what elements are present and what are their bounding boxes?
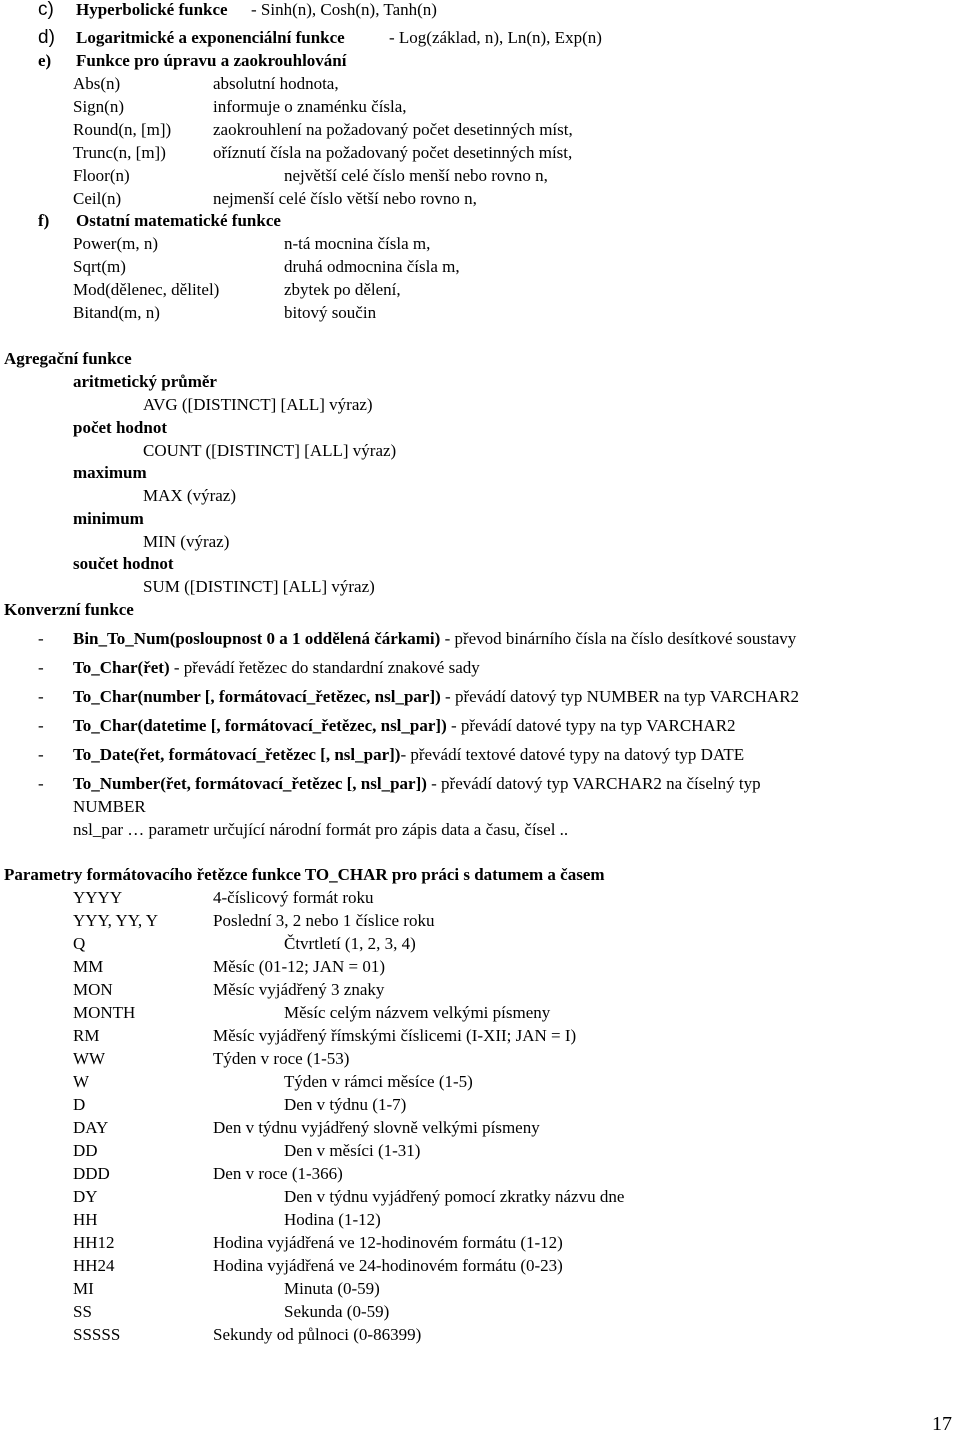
conversion-item [73, 687, 799, 707]
bullet-dash: - [38, 774, 44, 793]
aggregate-syntax: COUNT ([DISTINCT] [ALL] výraz) [143, 440, 397, 460]
conversion-description: - převádí řetězec do standardní znakové sady [169, 658, 480, 677]
function-name: Sign(n) [73, 97, 124, 116]
format-desc: Den v týdnu vyjádřený pomocí zkratky názvu dne [284, 1187, 625, 1206]
format-desc: Minuta (0-59) [284, 1279, 380, 1298]
format-desc: Měsíc (01-12; JAN = 01) [213, 957, 386, 976]
function-name: Ceil(n) [73, 189, 122, 208]
function-name: Abs(n) [73, 74, 121, 93]
format-code: W [73, 1072, 90, 1091]
format-desc: Sekundy od půlnoci (0-86399) [213, 1325, 422, 1344]
format-code: MI [73, 1279, 94, 1298]
function-desc: zbytek po dělení, [284, 280, 401, 299]
format-desc: Den v týdnu vyjádřený slovně velkými písmeny [213, 1118, 540, 1137]
bullet-dash: - [38, 687, 44, 706]
section-c-title: Hyperbolické funkce [76, 0, 228, 19]
format-desc: Sekunda (0-59) [284, 1302, 390, 1321]
conversion-description: - převádí datové typy na typ VARCHAR2 [446, 716, 736, 735]
conversion-item [73, 774, 761, 794]
format-desc: Týden v roce (1-53) [213, 1049, 350, 1068]
function-desc: informuje o znaménku čísla, [213, 97, 407, 116]
format-code: Q [73, 934, 86, 953]
format-params-heading: Parametry formátovacího řetězce funkce TO_CHAR pro práci s datumem a časem [4, 865, 605, 884]
conversion-continuation: NUMBER [73, 797, 146, 816]
format-desc: Hodina vyjádřená ve 24-hodinovém formátu (0-23) [213, 1256, 563, 1275]
conversion-description: - převádí textové datové typy na datový typ DATE [400, 745, 745, 764]
aggregate-syntax: SUM ([DISTINCT] [ALL] výraz) [143, 577, 375, 596]
format-code: DY [73, 1187, 98, 1206]
conversion-heading: Konverzní funkce [4, 600, 134, 619]
aggregate-heading: Agregační funkce [4, 349, 132, 368]
section-c-letter: c) [38, 0, 54, 20]
format-desc: Týden v rámci měsíce (1-5) [284, 1072, 473, 1091]
function-name: Floor(n) [73, 166, 130, 185]
format-code: DD [73, 1141, 98, 1160]
format-code: HH24 [73, 1256, 115, 1275]
aggregate-label: počet hodnot [73, 417, 167, 437]
format-code: MONTH [73, 1003, 136, 1022]
bullet-dash: - [38, 658, 44, 677]
section-d-letter: d) [38, 27, 55, 48]
function-desc: zaokrouhlení na požadovaný počet desetinných míst, [213, 120, 573, 139]
conversion-item [73, 745, 744, 765]
function-name: Mod(dělenec, dělitel) [73, 280, 220, 299]
format-desc: Den v měsíci (1-31) [284, 1141, 421, 1160]
format-code: HH [73, 1210, 98, 1229]
section-c [38, 0, 228, 20]
bullet-dash: - [38, 745, 44, 764]
format-desc: Hodina (1-12) [284, 1210, 381, 1229]
section-f-letter: f) [38, 211, 50, 230]
format-code: WW [73, 1049, 106, 1068]
format-desc: Den v roce (1-366) [213, 1164, 343, 1183]
format-code: DAY [73, 1118, 109, 1137]
section-e-letter: e) [38, 51, 52, 70]
aggregate-label: maximum [73, 463, 147, 482]
format-code: YYYY [73, 888, 123, 907]
conversion-signature: To_Char(řet) [73, 658, 170, 677]
format-desc: Měsíc vyjádřený římskými číslicemi (I-XII; JAN = I) [213, 1026, 577, 1045]
format-desc: Poslední 3, 2 nebo 1 číslice roku [213, 911, 435, 930]
function-name: Sqrt(m) [73, 257, 126, 276]
format-code: MM [73, 957, 104, 976]
aggregate-label: součet hodnot [73, 554, 174, 573]
format-code: HH12 [73, 1233, 115, 1252]
conversion-description: - převádí datový typ VARCHAR2 na číselný typ [426, 774, 761, 793]
nsl-par-note: nsl_par … parametr určující národní formát pro zápis data a času, čísel .. [73, 820, 569, 839]
format-code: D [73, 1095, 86, 1114]
conversion-item [73, 658, 480, 678]
function-name: Round(n, [m]) [73, 120, 172, 139]
function-desc: největší celé číslo menší nebo rovno n, [284, 166, 548, 185]
bullet-dash: - [38, 716, 44, 735]
conversion-description: - převod binárního čísla na číslo desítkové soustavy [440, 629, 797, 648]
format-desc: Čtvrtletí (1, 2, 3, 4) [284, 934, 416, 953]
format-code: RM [73, 1026, 100, 1045]
format-desc: Měsíc vyjádřený 3 znaky [213, 980, 385, 999]
conversion-signature: Bin_To_Num(posloupnost 0 a 1 oddělená čárkami) [73, 629, 441, 648]
section-d-title: Logaritmické a exponenciální funkce [76, 28, 345, 47]
section-f-title: Ostatní matematické funkce [76, 211, 281, 230]
function-name: Trunc(n, [m]) [73, 143, 166, 162]
format-code: DDD [73, 1164, 110, 1183]
aggregate-label: minimum [73, 508, 144, 528]
format-code: YYY, YY, Y [73, 911, 159, 930]
function-desc: absolutní hodnota, [213, 74, 339, 93]
conversion-item [73, 716, 736, 736]
conversion-signature: To_Number(řet, formátovací_řetězec [, nsl_par]) [73, 774, 427, 793]
aggregate-label: aritmetický průměr [73, 372, 217, 391]
function-desc: oříznutí čísla na požadovaný počet desetinných míst, [213, 143, 573, 162]
section-d-rest: - Log(základ, n), Ln(n), Exp(n) [389, 28, 602, 47]
function-name: Bitand(m, n) [73, 303, 160, 322]
conversion-signature: To_Char(number [, formátovací_řetězec, nsl_par]) [73, 687, 441, 706]
format-code: MON [73, 980, 113, 999]
format-code: SS [73, 1302, 92, 1321]
bullet-dash: - [38, 629, 44, 648]
section-c-rest: - Sinh(n), Cosh(n), Tanh(n) [251, 0, 437, 19]
section-e-title: Funkce pro úpravu a zaokrouhlování [76, 51, 347, 70]
function-desc: druhá odmocnina čísla m, [284, 257, 460, 276]
function-name: Power(m, n) [73, 234, 158, 253]
format-desc: Hodina vyjádřená ve 12-hodinovém formátu (1-12) [213, 1233, 563, 1252]
format-desc: 4-číslicový formát roku [213, 888, 374, 907]
format-desc: Den v týdnu (1-7) [284, 1095, 407, 1114]
function-desc: nejmenší celé číslo větší nebo rovno n, [213, 189, 477, 208]
function-desc: n-tá mocnina čísla m, [284, 234, 431, 253]
aggregate-syntax: MAX (výraz) [143, 486, 236, 505]
conversion-description: - převádí datový typ NUMBER na typ VARCHAR2 [440, 687, 800, 706]
conversion-signature: To_Char(datetime [, formátovací_řetězec, nsl_par]) [73, 716, 447, 735]
aggregate-syntax: AVG ([DISTINCT] [ALL] výraz) [143, 395, 373, 414]
page-number: 17 [932, 1413, 952, 1435]
format-code: SSSSS [73, 1325, 121, 1344]
aggregate-syntax: MIN (výraz) [143, 531, 230, 551]
conversion-item [73, 629, 796, 649]
format-desc: Měsíc celým názvem velkými písmeny [284, 1003, 551, 1022]
conversion-signature: To_Date(řet, formátovací_řetězec [, nsl_par]) [73, 745, 401, 764]
function-desc: bitový součin [284, 303, 377, 322]
